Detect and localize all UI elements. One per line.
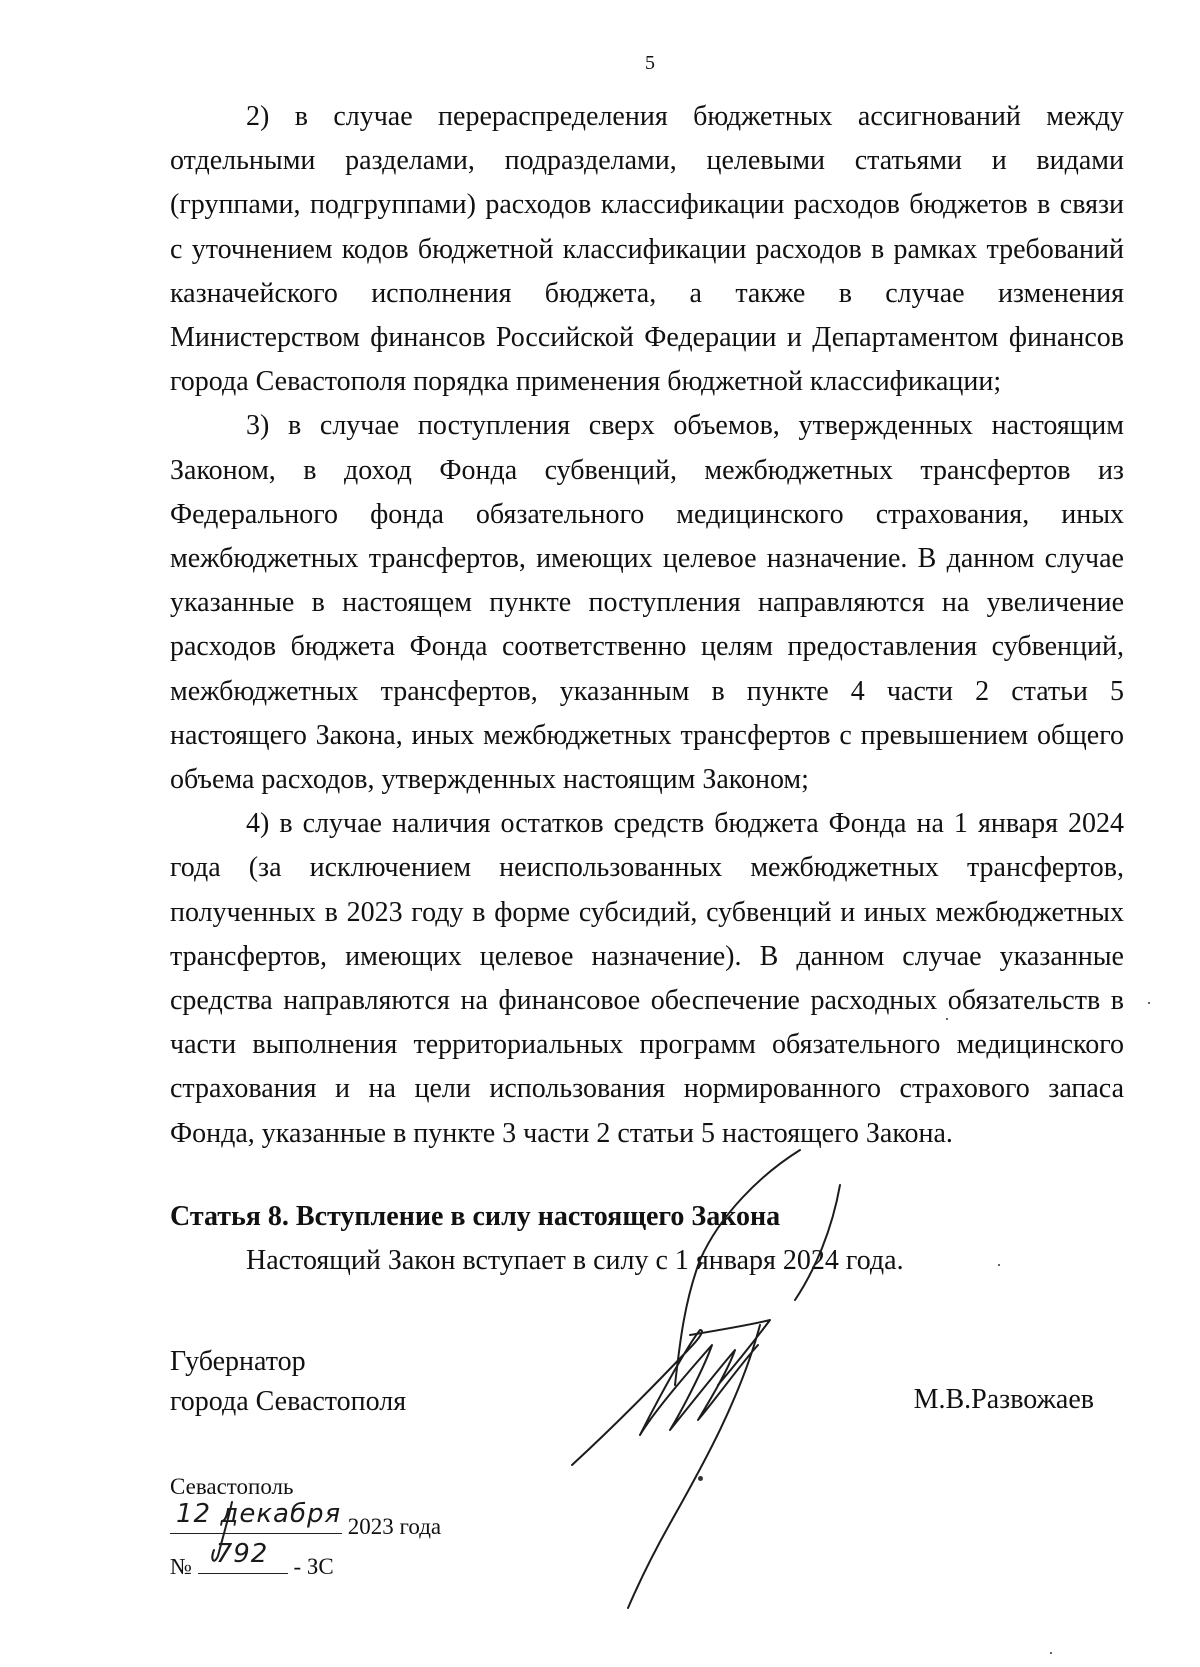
year-suffix: 2023 года <box>347 1514 442 1539</box>
signatory-title-line1: Губернатор <box>170 1346 306 1377</box>
page-number: 5 <box>645 52 655 74</box>
date-line <box>170 1499 442 1544</box>
signatory-name: М.В.Развожаев <box>913 1384 1094 1415</box>
article-heading: Статья 8. Вступление в силу настоящего Закона <box>170 1201 781 1232</box>
ink-dot <box>1148 1002 1150 1004</box>
ink-dot <box>698 1476 703 1481</box>
paragraph-item-4: 4) в случае наличия остатков средств бюджета Фонда на 1 января 2024 года (за исключением неиспользованных межбюджетных трансфертов, полученных в 2023 году в форме субсидий, субвенций и иных межбюджетных трансфертов, имеющих целевое назначение). В данном случае указанные средства направляются на финансовое обеспечение расходных обязательств в части выполнения территориальных программ обязательного медицинского страхования и на цели использования нормированного страхового запаса Фонда, указанные в пункте 3 части 2 статьи 5 настоящего Закона. <box>170 808 1124 1149</box>
article-8 <box>170 1195 1124 1283</box>
law-body <box>170 95 1124 1156</box>
article-text: Настоящий Закон вступает в силу с 1 января 2024 года. <box>246 1245 904 1276</box>
city-name: Севастополь <box>170 1474 294 1499</box>
signatory-title-line2: города Севастополя <box>170 1386 407 1417</box>
ink-dot <box>946 1018 948 1020</box>
paragraph-item-3: 3) в случае поступления сверх объемов, утвержденных настоящим Законом, в доход Фонда субвенций, межбюджетных трансфертов из Федерального фонда обязательного медицинского страхования, иных межбюджетных трансфертов, имеющих целевое назначение. В данном случае указанные в настоящем пункте поступления направляются на увеличение расходов бюджета Фонда соответственно целям предоставления субвенций, межбюджетных трансфертов, указанным в пункте 4 части 2 статьи 5 настоящего Закона, иных межбюджетных трансфертов с превышением общего объема расходов, утвержденных настоящим Законом; <box>170 410 1124 796</box>
number-fill-line <box>198 1539 288 1574</box>
paragraph-item-2: 2) в случае перераспределения бюджетных ассигнований между отдельными разделами, подразделами, целевыми статьями и видами (группами, подгруппами) расходов классификации расходов бюджетов в связи с уточнением кодов бюджетной классификации расходов в рамках требований казначейского исполнения бюджета, а также в случае изменения Министерством финансов Российской Федерации и Департаментом финансов города Севастополя порядка применения бюджетной классификации; <box>170 101 1124 398</box>
number-suffix: - ЗС <box>293 1554 334 1579</box>
ink-dot <box>998 1264 1000 1266</box>
number-line <box>170 1539 441 1584</box>
handwritten-number: 792 <box>215 1539 269 1569</box>
handwritten-date: 12 декабря <box>176 1499 342 1529</box>
ink-dot <box>1050 1652 1052 1654</box>
signatory-title <box>170 1342 406 1422</box>
place-date-block <box>170 1470 441 1584</box>
date-fill-line <box>170 1499 342 1534</box>
number-prefix: № <box>170 1554 192 1579</box>
